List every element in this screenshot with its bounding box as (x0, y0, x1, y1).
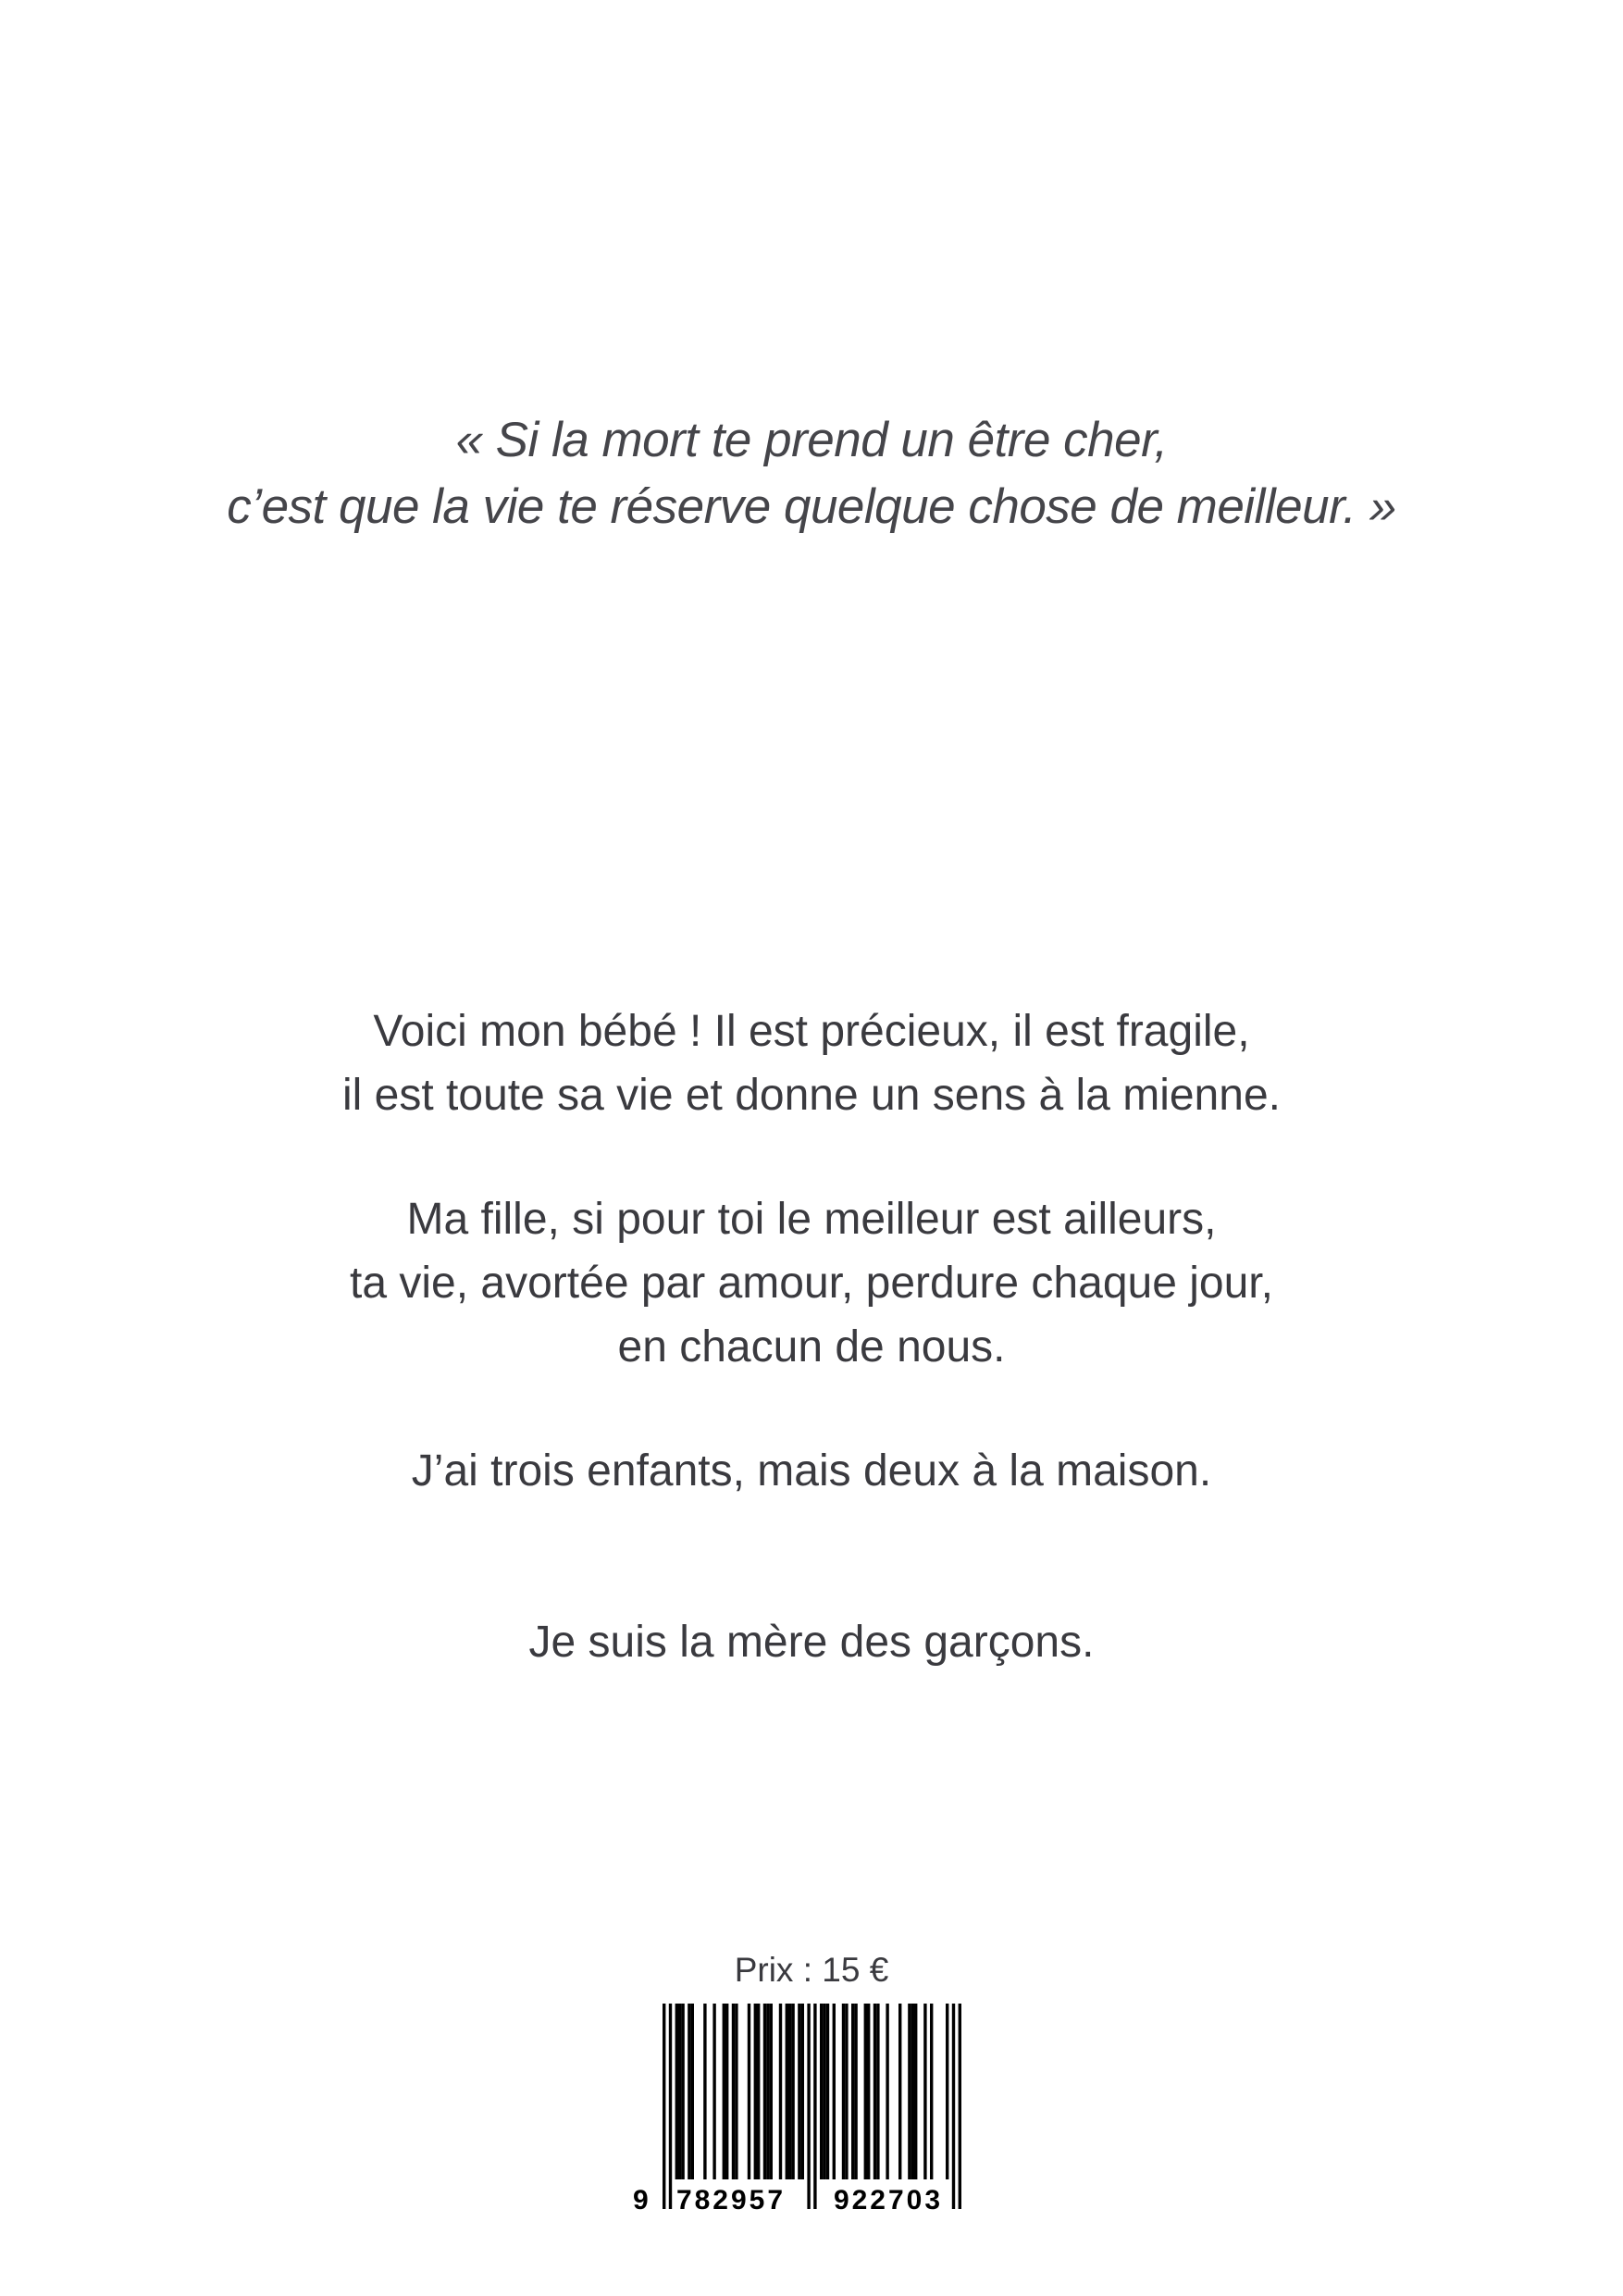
barcode-bar (723, 2004, 725, 2179)
barcode-bar (911, 2004, 914, 2179)
barcode-bar (754, 2004, 757, 2179)
barcode-bar (873, 2004, 876, 2179)
barcode-bar (952, 2004, 955, 2209)
barcode-bar (946, 2004, 948, 2179)
barcode-bar (914, 2004, 917, 2179)
barcode-bar (833, 2004, 836, 2179)
barcode-bar (748, 2004, 750, 2179)
quote-line-2: c’est que la vie te réserve quelque chose de meilleur. » (227, 479, 1396, 534)
paragraph-4 (0, 1610, 1623, 1674)
barcode-bar (757, 2004, 760, 2179)
paragraph-4-line-1: Je suis la mère des garçons. (528, 1618, 1095, 1667)
barcode-bar (735, 2004, 737, 2179)
barcode-bar (681, 2004, 684, 2179)
barcode-bar (923, 2004, 926, 2179)
barcode-bar (959, 2004, 961, 2209)
paragraph-3 (0, 1439, 1623, 1503)
barcode-bar (823, 2004, 825, 2179)
barcode-bar (766, 2004, 769, 2179)
barcode-graphic (626, 2004, 1014, 2216)
barcode-right-digits: 922703 (833, 2185, 944, 2215)
quote-line-1: « Si la mort te prend un être cher, (455, 413, 1168, 467)
barcode-bar (732, 2004, 735, 2179)
barcode-bar (791, 2004, 794, 2179)
barcode-bar (788, 2004, 791, 2179)
barcode-bar (820, 2004, 823, 2179)
barcode-bar (842, 2004, 845, 2179)
barcode-lead-digit: 9 (633, 2185, 649, 2215)
barcode-bar (930, 2004, 933, 2179)
barcode-bar (712, 2004, 715, 2179)
barcode-bar (798, 2004, 800, 2179)
paragraph-2-line-2: ta vie, avortée par amour, perdure chaque jour, (350, 1259, 1273, 1308)
barcode-bar (725, 2004, 728, 2179)
paragraph-1-line-1: Voici mon bébé ! Il est précieux, il est fragile, (373, 1007, 1250, 1056)
barcode-bar (845, 2004, 848, 2179)
paragraph-2-line-1: Ma fille, si pour toi le meilleur est ailleurs, (406, 1195, 1217, 1244)
barcode-bar (770, 2004, 773, 2179)
barcode-bar (813, 2004, 816, 2209)
barcode-bar (691, 2004, 694, 2179)
barcode-bar (908, 2004, 911, 2179)
barcode-bar (851, 2004, 854, 2179)
barcode-bar (678, 2004, 681, 2179)
barcode-bar (688, 2004, 690, 2179)
barcode-bar (886, 2004, 888, 2179)
isbn-barcode (626, 2004, 1014, 2216)
barcode-bar (826, 2004, 829, 2179)
paragraph-2-line-3: en chacun de nous. (617, 1322, 1006, 1371)
barcode-bar (867, 2004, 870, 2179)
price-label: Prix : 15 € (734, 1951, 889, 1989)
barcode-bar (703, 2004, 706, 2179)
paragraph-1 (0, 999, 1623, 1127)
barcode-bar (675, 2004, 678, 2179)
barcode-bar (786, 2004, 788, 2179)
barcode-bar (807, 2004, 810, 2209)
paragraph-1-line-2: il est toute sa vie et donne un sens à la mienne. (342, 1071, 1281, 1120)
paragraph-2 (0, 1187, 1623, 1379)
barcode-bar (898, 2004, 901, 2179)
barcode-bar (663, 2004, 665, 2209)
paragraph-3-line-1: J’ai trois enfants, mais deux à la maison. (411, 1446, 1212, 1496)
barcode-bar (763, 2004, 766, 2179)
barcode-bar (876, 2004, 879, 2179)
barcode-bar (779, 2004, 782, 2179)
barcode-bar (669, 2004, 672, 2209)
barcode-bar (854, 2004, 857, 2179)
barcode-bar (864, 2004, 867, 2179)
barcode-left-digits: 782957 (675, 2185, 787, 2215)
epigraph-quote (0, 407, 1623, 540)
barcode-bar (801, 2004, 804, 2179)
